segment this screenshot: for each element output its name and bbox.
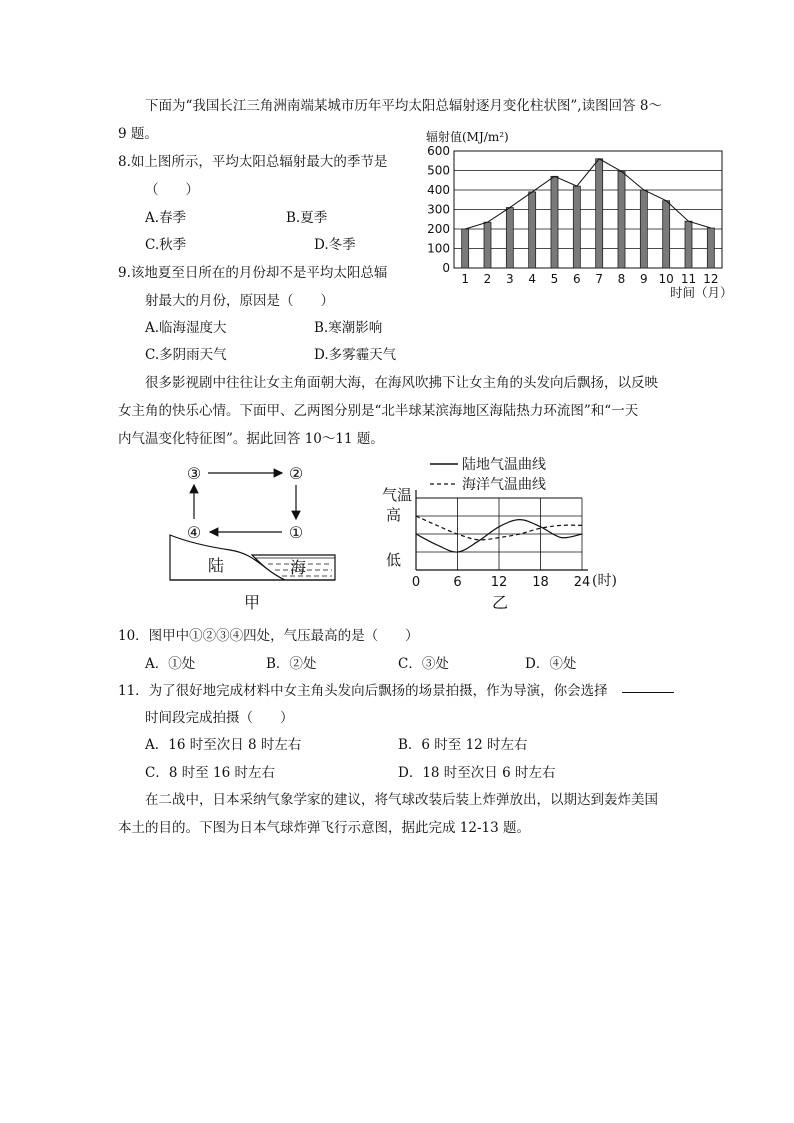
bar-chart-trend-line: [465, 159, 711, 229]
q11-stem: 11．为了很好地完成材料中女主角头发向后飘扬的场景拍摄，作为导演，你会选择: [118, 683, 608, 699]
node-1: ①: [288, 523, 304, 542]
q11-option-d[interactable]: D．18 时至次日 6 时左右: [398, 765, 556, 781]
bar-month-11: [685, 221, 692, 268]
chart-yi-high: 高: [386, 506, 402, 524]
bar-chart-ytick: 100: [427, 241, 450, 256]
chart-yi-xtick: 18: [532, 575, 549, 590]
q9-option-d[interactable]: D.多雾霾天气: [314, 347, 397, 363]
intro2-line3: 内气温变化特征图”。据此回答 10～11 题。: [118, 431, 384, 447]
bar-month-12: [707, 228, 714, 268]
radiation-bar-chart: [420, 125, 740, 305]
bar-chart-xtick: 7: [595, 272, 603, 286]
q10-stem: 10．图甲中①②③④四处，气压最高的是（ ）: [118, 628, 419, 644]
land-label: 陆: [208, 556, 225, 575]
diagram-jia: [160, 455, 350, 615]
bar-chart-ytick: 300: [427, 202, 450, 217]
bar-month-4: [529, 192, 536, 268]
bar-chart-xtick: 1: [461, 272, 469, 286]
sea-label: 海: [290, 558, 307, 577]
chart-yi-xtick: 6: [453, 575, 462, 590]
q8-option-c[interactable]: C.秋季: [145, 237, 187, 253]
q9-stem-2: 射最大的月份，原因是（ ）: [145, 293, 334, 309]
bar-chart-ylabel: 辐射值(MJ/m²): [426, 130, 509, 144]
bar-month-2: [484, 222, 491, 268]
q11-option-b[interactable]: B．6 时至 12 时左右: [398, 737, 528, 753]
node-3: ③: [186, 464, 202, 483]
bar-chart-xtick: 10: [658, 272, 674, 286]
q11-answer-blank[interactable]: [622, 692, 674, 693]
q10-option-d[interactable]: D．④处: [525, 656, 577, 672]
intro1-line2: 9 题。: [118, 126, 158, 142]
bar-chart-xtick: 6: [573, 272, 581, 286]
bar-chart-xtick: 11: [680, 272, 697, 286]
q9-stem: 9.该地夏至日所在的月份却不是平均太阳总辐: [118, 265, 388, 281]
q11-option-a[interactable]: A．16 时至次日 8 时左右: [145, 737, 302, 753]
chart-yi-ylabel: 气温: [382, 486, 413, 504]
intro3-line1: 在二战中，日本采纳气象学家的建议，将气球改装后装上炸弹放出，以期达到轰炸美国: [145, 792, 658, 808]
node-2: ②: [288, 464, 304, 483]
bar-chart-xlabel: 时间（月）: [670, 285, 733, 300]
bar-month-5: [551, 176, 558, 268]
q8-option-d[interactable]: D.冬季: [314, 237, 356, 253]
bar-month-3: [506, 208, 513, 268]
node-4: ④: [186, 523, 202, 542]
bar-chart-xtick: 9: [640, 272, 648, 286]
chart-yi-low: 低: [386, 551, 402, 569]
chart-yi-xtick: 0: [411, 575, 421, 590]
bar-chart-ytick: 600: [427, 144, 450, 158]
intro2-line1: 很多影视剧中往往让女主角面朝大海，在海风吹拂下让女主角的头发向后飘扬，以反映: [145, 375, 658, 391]
bar-chart-xtick: 3: [506, 272, 514, 286]
q9-option-a[interactable]: A.临海湿度大: [145, 320, 227, 336]
chart-yi-xtick: 12: [490, 575, 508, 590]
chart-yi-xtick: 24: [573, 575, 591, 590]
q8-stem-2: （ ）: [145, 182, 199, 198]
q10-option-c[interactable]: C．③处: [398, 656, 449, 672]
chart-yi-caption: 乙: [491, 593, 509, 612]
q11-option-c[interactable]: C．8 时至 16 时左右: [145, 765, 275, 781]
q9-option-c[interactable]: C.多阴雨天气: [145, 347, 227, 363]
bar-chart-ytick: 0: [442, 261, 450, 275]
bar-month-7: [596, 159, 603, 268]
bar-chart-xtick: 2: [483, 272, 492, 286]
intro2-line2: 女主角的快乐心情。下面甲、乙两图分别是“北半球某滨海地区海陆热力环流图”和“一天: [118, 403, 639, 419]
q10-option-a[interactable]: A．①处: [145, 656, 196, 672]
bar-chart-ytick: 500: [427, 163, 450, 178]
bar-month-6: [573, 186, 580, 268]
bar-chart-ytick: 400: [427, 183, 450, 197]
q8-option-b[interactable]: B.夏季: [286, 210, 328, 226]
intro1-line1: 下面为“我国长江三角洲南端某城市历年平均太阳总辐射逐月变化柱状图”,读图回答 8～: [145, 98, 662, 114]
bar-chart-xtick: 4: [528, 272, 536, 286]
bar-month-8: [618, 171, 625, 268]
bar-chart-xtick: 5: [550, 272, 559, 286]
bar-chart-ytick: 200: [427, 222, 450, 236]
q9-option-b[interactable]: B.寒潮影响: [314, 320, 383, 336]
bar-chart-xtick: 12: [703, 272, 719, 286]
q10-option-b[interactable]: B．②处: [266, 656, 317, 672]
bar-month-10: [663, 201, 670, 268]
chart-yi-xunit: (时): [592, 573, 617, 589]
intro3-line2: 本土的目的。下图为日本气球炸弹飞行示意图，据此完成 12-13 题。: [118, 820, 530, 836]
q8-option-a[interactable]: A.春季: [145, 210, 187, 226]
bar-month-1: [462, 229, 469, 268]
q8-stem: 8.如上图所示，平均太阳总辐射最大的季节是: [118, 154, 388, 170]
q11-stem-2: 时间段完成拍摄（ ）: [145, 710, 294, 726]
bar-month-9: [640, 190, 647, 268]
bar-chart-xtick: 8: [617, 272, 626, 286]
diagram-jia-caption: 甲: [243, 593, 261, 612]
legend-sea: 海洋气温曲线: [462, 477, 546, 493]
legend-land: 陆地气温曲线: [462, 457, 546, 473]
temperature-chart-yi: [378, 452, 638, 614]
